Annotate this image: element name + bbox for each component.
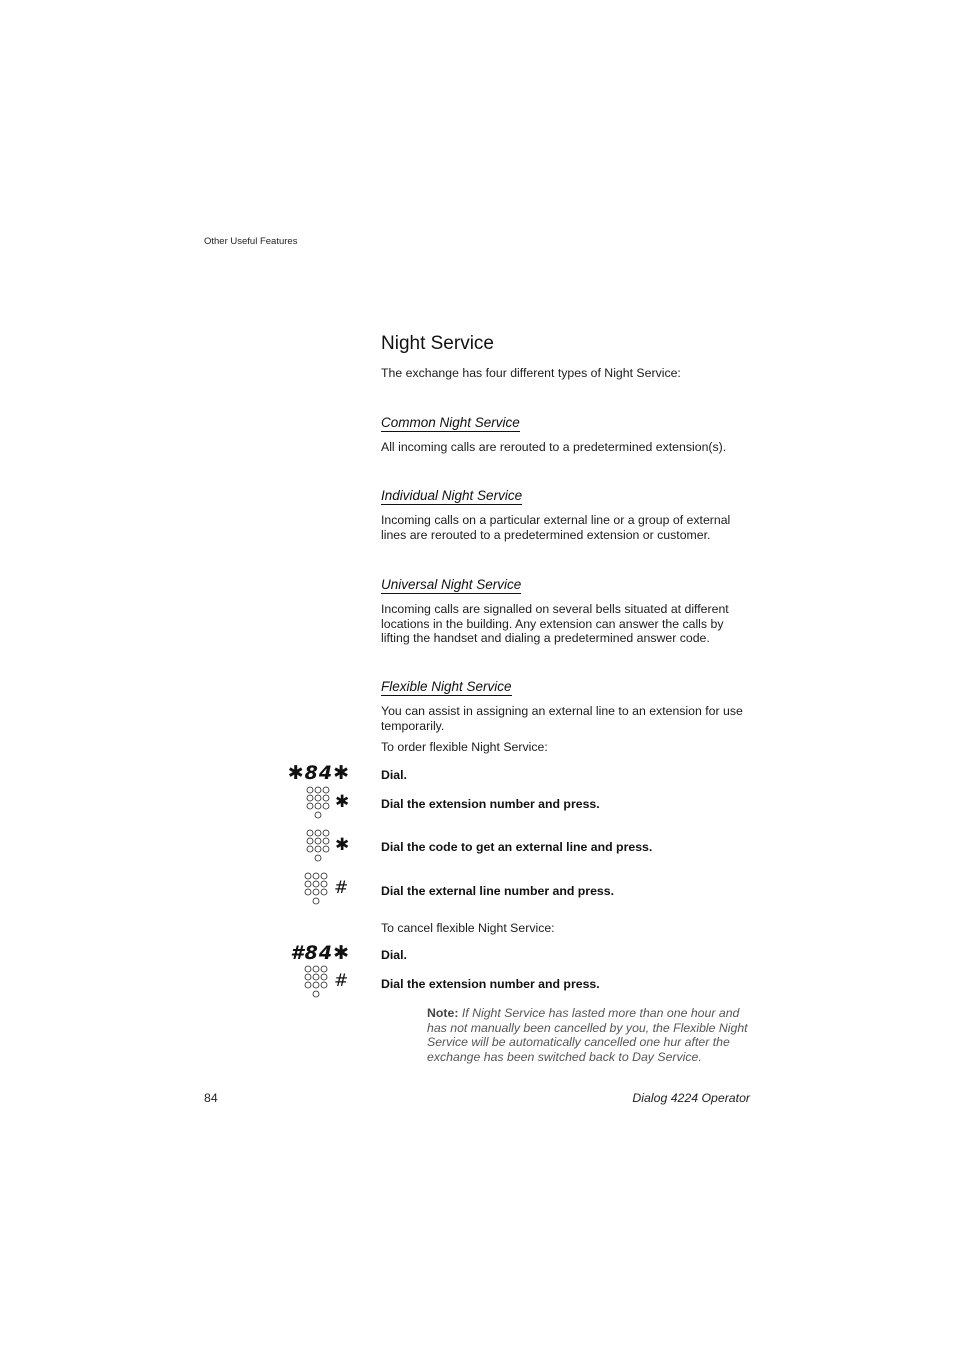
heading-flexible-night-service: Flexible Night Service (381, 679, 512, 694)
note-text: If Night Service has lasted more than one hour and has not manually been cancelled by you, the Flexible Night Service will be automatically cancelled one hur after the exchange has been switched back to Day Service. (427, 1006, 748, 1064)
keypad-icon (303, 786, 333, 821)
text-universal-night-service: Incoming calls are signalled on several bells situated at different locations in the building. Any extension can answer the calls by lifting the handset and dialing a predetermined answer code. (381, 602, 729, 646)
running-head: Other Useful Features (204, 236, 298, 247)
note (427, 1006, 753, 1064)
product-name: Dialog 4224 Operator (632, 1091, 750, 1105)
heading-universal-night-service: Universal Night Service (381, 577, 522, 592)
cancel-code-keys: #84✱ (290, 942, 350, 964)
cancel-step-dial: Dial. (381, 948, 407, 962)
intro-text: The exchange has four different types of Night Service: (381, 366, 681, 380)
order-code-keys: ✱84✱ (287, 762, 350, 784)
star-key-icon: ✱ (335, 835, 350, 855)
keypad-icon (301, 872, 331, 907)
order-step-external-number: Dial the external line number and press. (381, 884, 615, 898)
text-common-night-service: All incoming calls are rerouted to a predetermined extension(s). (381, 440, 727, 454)
text-flexible-night-service: You can assist in assigning an external line to an extension for use temporarily. (381, 704, 743, 733)
order-step-dial: Dial. (381, 768, 407, 782)
hash-key-icon: # (334, 971, 349, 991)
keypad-icon (301, 965, 331, 1000)
order-step-external-code: Dial the code to get an external line and press. (381, 840, 653, 854)
note-label: Note: (427, 1006, 459, 1020)
order-step-extension: Dial the extension number and press. (381, 797, 600, 811)
page-number: 84 (204, 1091, 218, 1105)
heading-common-night-service: Common Night Service (381, 415, 520, 430)
cancel-label: To cancel flexible Night Service: (381, 921, 555, 935)
hash-key-icon: # (334, 878, 349, 898)
order-label: To order flexible Night Service: (381, 740, 548, 754)
star-key-icon: ✱ (335, 792, 350, 812)
cancel-step-extension: Dial the extension number and press. (381, 977, 600, 991)
page-title: Night Service (381, 333, 494, 354)
heading-individual-night-service: Individual Night Service (381, 488, 523, 503)
keypad-icon (303, 829, 333, 864)
text-individual-night-service: Incoming calls on a particular external line or a group of external lines are rerouted to a predetermined extension or customer. (381, 513, 731, 542)
